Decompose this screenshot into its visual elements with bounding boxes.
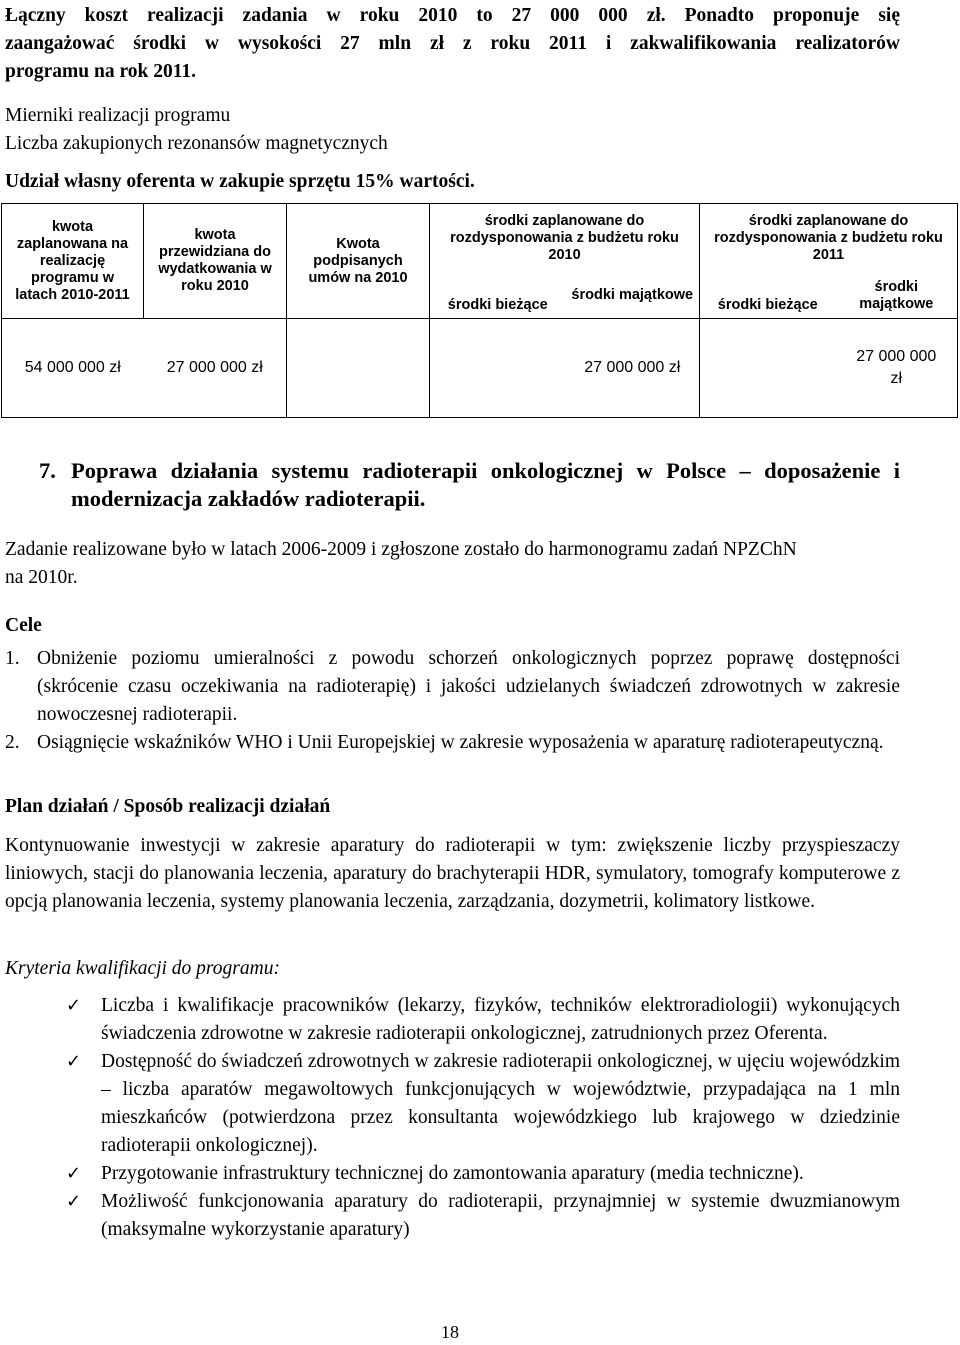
value-biezace-2010	[430, 319, 566, 418]
kryteria-heading: Kryteria kwalifikacji do programu:	[5, 958, 280, 979]
value-kwota-przewidziana: 27 000 000 zł	[144, 319, 287, 418]
header-majatkowe-2011: środki majątkowe	[836, 274, 958, 319]
kryteria-item-text: Przygotowanie infrastruktury technicznej do zamontowania aparatury (media techniczne).	[101, 1163, 804, 1184]
cele-item-text: Obniżenie poziomu umieralności z powodu schorzeń onkologicznych poprzez poprawę dostępności (skrócenie czasu oczekiwania na radioterapię) i jakości udzielanych świadczeń zdrowotnych w zakresie nowoczesnej radioterapii.	[37, 648, 900, 725]
kryteria-item	[66, 992, 900, 1048]
header-biezace-2011: środki bieżące	[700, 274, 836, 319]
intro-paragraph	[5, 2, 900, 86]
cele-item-number: 1.	[5, 648, 20, 669]
header-biezace-2010: środki bieżące	[430, 274, 566, 319]
udzial-text: Udział własny oferenta w zakupie sprzętu 15% wartości.	[5, 171, 475, 192]
kryteria-item	[66, 1160, 900, 1188]
intro-line-2: zaangażować środki w wysokości 27 mln zł z roku 2011 i zakwalifikowania realizatorów	[5, 33, 900, 54]
kryteria-item-text: Dostępność do świadczeń zdrowotnych w zakresie radioterapii onkologicznej, w ujęciu wojewódzkim – liczba aparatów megawoltowych funkcjonujących w województwie, przypadająca na 1 mln mieszkańców (potwierdzona przez konsultanta wojewódzkiego lub krajowego w dziedzinie radioterapii onkologicznej).	[101, 1051, 900, 1156]
kryteria-item	[66, 1188, 900, 1244]
value-kwota-zaplanowana: 54 000 000 zł	[2, 319, 144, 418]
mierniki-section	[5, 102, 900, 158]
cele-heading: Cele	[5, 615, 42, 636]
zadanie-paragraph	[5, 536, 900, 592]
kryteria-list	[66, 992, 900, 1244]
value-majatkowe-2010: 27 000 000 zł	[566, 319, 700, 418]
value-majatkowe-2011: 27 000 000 zł	[836, 319, 958, 418]
udzial-wlasny	[5, 168, 900, 196]
header-kwota-przewidziana: kwota przewidziana do wydatkowania w roku 2010	[144, 204, 287, 319]
check-icon: ✓	[66, 1051, 82, 1072]
mierniki-text: Liczba zakupionych rezonansów magnetycznych	[5, 133, 388, 154]
kryteria-item	[66, 1048, 900, 1160]
plan-text: Kontynuowanie inwestycji w zakresie aparatury do radioterapii w tym: zwiększenie liczby przyspieszaczy liniowych, stacji do planowania leczenia, aparatury do brachyterapii HDR, symulatory, tomografy komputerowe z opcją planowania leczenia, systemy planowania leczenia, zarządzania, dozymetrii, kolimatory listkowe.	[5, 835, 900, 912]
kryteria-heading-wrap	[5, 955, 900, 983]
intro-line-1: Łączny koszt realizacji zadania w roku 2010 to 27 000 000 zł. Ponadto proponuje się	[5, 5, 900, 26]
header-majatkowe-2010: środki majątkowe	[566, 274, 700, 319]
header-group-2011: środki zaplanowane do rozdysponowania z budżetu roku 2011	[700, 204, 958, 274]
header-kwota-zaplanowana: kwota zaplanowana na realizację programu w latach 2010-2011	[2, 204, 144, 319]
kryteria-item-text: Możliwość funkcjonowania aparatury do radioterapii, przynajmniej w systemie dwuzmianowym (maksymalne wykorzystanie aparatury)	[101, 1191, 900, 1240]
header-kwota-umow: Kwota podpisanych umów na 2010	[287, 204, 430, 319]
zadanie-line-2: na 2010r.	[5, 567, 78, 588]
intro-line-3: programu na rok 2011.	[5, 61, 197, 82]
check-icon: ✓	[66, 995, 82, 1016]
page-number: 18	[441, 1322, 459, 1342]
section-7-number: 7.	[39, 458, 56, 483]
zadanie-line-1: Zadanie realizowane było w latach 2006-2009 i zgłoszone zostało do harmonogramu zadań NPZChN	[5, 539, 797, 560]
cele-list	[5, 645, 900, 757]
header-group-2010: środki zaplanowane do rozdysponowania z budżetu roku 2010	[430, 204, 700, 274]
cele-item	[5, 729, 900, 757]
plan-heading: Plan działań / Sposób realizacji działań	[5, 796, 331, 817]
plan-heading-wrap	[5, 793, 900, 821]
mierniki-heading: Mierniki realizacji programu	[5, 105, 231, 126]
cele-item-number: 2.	[5, 732, 20, 753]
check-icon: ✓	[66, 1163, 82, 1184]
cele-heading-wrap	[5, 612, 900, 640]
value-kwota-umow	[287, 319, 430, 418]
value-biezace-2011	[700, 319, 836, 418]
check-icon: ✓	[66, 1191, 82, 1212]
kryteria-item-text: Liczba i kwalifikacje pracowników (lekarzy, fizyków, techników elektroradiologii) wykonujących świadczenia zdrowotne w zakresie radioterapii onkologicznej, zatrudnionych przez Oferenta.	[101, 995, 900, 1044]
financing-table	[1, 203, 958, 418]
cele-item	[5, 645, 900, 729]
cele-item-text: Osiągnięcie wskaźników WHO i Unii Europejskiej w zakresie wyposażenia w aparaturę radioterapeutyczną.	[37, 732, 884, 753]
section-7-title: Poprawa działania systemu radioterapii onkologicznej w Polsce – doposażenie i modernizacja zakładów radioterapii.	[71, 458, 900, 511]
